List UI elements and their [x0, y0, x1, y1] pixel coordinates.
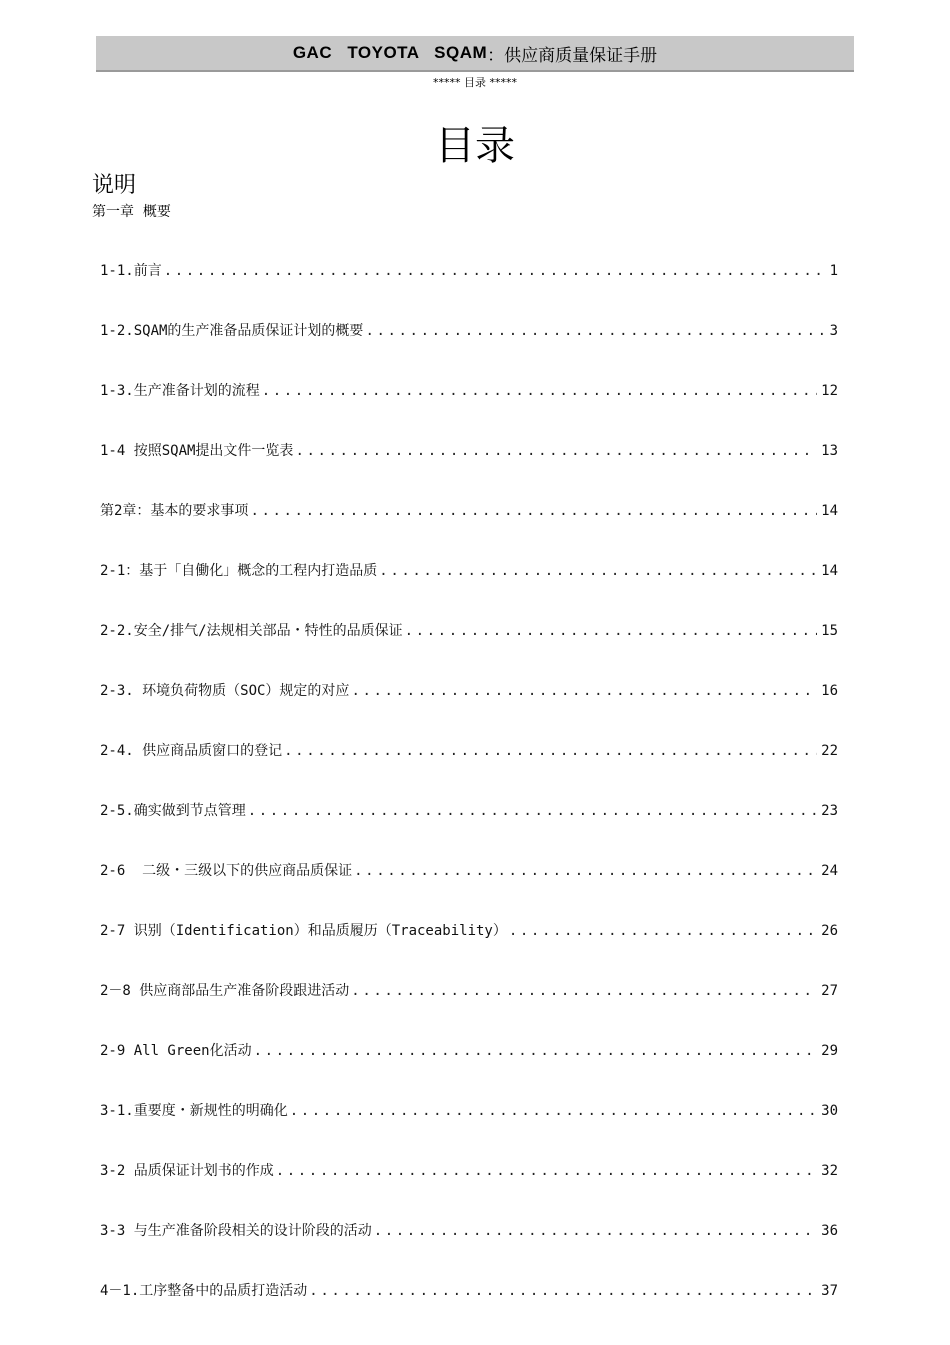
toc-entry-title: 2-9 All Green化活动: [100, 1043, 252, 1059]
toc-entry[interactable]: [100, 258, 838, 318]
toc-dot-leader: [365, 318, 825, 344]
toc-entry[interactable]: [100, 1218, 838, 1278]
toc-entry-title: 3-2 品质保证计划书的作成: [100, 1163, 274, 1179]
toc-page-number: 37: [821, 1283, 838, 1299]
toc-page-number: 29: [821, 1043, 838, 1059]
toc-entry[interactable]: [100, 618, 838, 678]
toc-dot-leader: [379, 558, 817, 584]
toc-dot-leader: [351, 978, 817, 1004]
toc-dot-leader: [250, 498, 817, 524]
toc-dot-leader: [262, 378, 817, 404]
toc-entry[interactable]: [100, 858, 838, 918]
toc-dot-leader: [164, 258, 826, 284]
toc-dot-leader: [405, 618, 818, 644]
toc-page-number: 14: [821, 563, 838, 579]
toc-entry-title: 1-2.SQAM的生产准备品质保证计划的概要: [100, 323, 364, 339]
toc-page-number: 15: [821, 623, 838, 639]
toc-dot-leader: [374, 1218, 817, 1244]
toc-entry[interactable]: [100, 1098, 838, 1158]
document-header: [96, 36, 854, 72]
toc-entry-title: 1-3.生产准备计划的流程: [100, 383, 260, 399]
toc-entry-title: 2-1：基于「自働化」概念的工程内打造品质: [100, 563, 378, 579]
header-subtitle: ：供应商质量保证手册: [487, 45, 658, 65]
toc-dot-leader: [309, 1278, 817, 1304]
toc-dot-leader: [284, 738, 817, 764]
toc-entry[interactable]: [100, 1278, 838, 1338]
toc-entry[interactable]: [100, 798, 838, 858]
toc-entry-title: 2-6 二级・三级以下的供应商品质保证: [100, 863, 353, 879]
table-of-contents: [100, 258, 838, 1338]
toc-page-number: 13: [821, 443, 838, 459]
toc-entry[interactable]: [100, 738, 838, 798]
toc-entry-title: 1-1.前言: [100, 263, 162, 279]
toc-page-number: 30: [821, 1103, 838, 1119]
running-head: ***** 目录 *****: [433, 76, 517, 89]
header-title: GAC TOYOTA SQAM: [292, 43, 488, 62]
chapter-heading: 第一章 概要: [92, 204, 171, 220]
toc-dot-leader: [290, 1098, 817, 1124]
toc-dot-leader: [254, 1038, 818, 1064]
toc-page-number: 36: [821, 1223, 838, 1239]
toc-entry-title: 3-3 与生产准备阶段相关的设计阶段的活动: [100, 1223, 372, 1239]
toc-dot-leader: [354, 858, 817, 884]
toc-entry-title: 第2章：基本的要求事项: [100, 503, 249, 519]
toc-page-number: 22: [821, 743, 838, 759]
toc-dot-leader: [509, 918, 817, 944]
toc-dot-leader: [351, 678, 817, 704]
toc-entry-title: 4－1.工序整备中的品质打造活动: [100, 1283, 308, 1299]
toc-page-number: 3: [829, 323, 838, 339]
toc-page-number: 23: [821, 803, 838, 819]
toc-entry[interactable]: [100, 978, 838, 1038]
toc-page-number: 24: [821, 863, 838, 879]
toc-entry-title: 2-2.安全/排气/法规相关部品・特性的品质保证: [100, 623, 403, 639]
toc-entry-title: 2-3. 环境负荷物质（SOC）规定的对应: [100, 683, 350, 699]
toc-entry-title: 1-4 按照SQAM提出文件一览表: [100, 443, 294, 459]
toc-entry-title: 2-5.确实做到节点管理: [100, 803, 246, 819]
toc-entry[interactable]: [100, 498, 838, 558]
toc-entry[interactable]: [100, 1038, 838, 1098]
toc-dot-leader: [248, 798, 817, 824]
toc-entry[interactable]: [100, 378, 838, 438]
toc-entry[interactable]: [100, 558, 838, 618]
toc-entry-title: 2－8 供应商部品生产准备阶段跟进活动: [100, 983, 350, 999]
toc-page-number: 1: [829, 263, 838, 279]
toc-page-number: 14: [821, 503, 838, 519]
toc-dot-leader: [276, 1158, 817, 1184]
toc-entry-title: 3-1.重要度・新规性的明确化: [100, 1103, 288, 1119]
toc-entry-title: 2-7 识别（Identification）和品质履历（Traceability）: [100, 923, 507, 939]
toc-entry[interactable]: [100, 1158, 838, 1218]
toc-page-number: 12: [821, 383, 838, 399]
toc-page-number: 27: [821, 983, 838, 999]
toc-entry[interactable]: [100, 438, 838, 498]
toc-page-number: 16: [821, 683, 838, 699]
toc-entry[interactable]: [100, 318, 838, 378]
toc-page-number: 32: [821, 1163, 838, 1179]
page-title: 目录: [435, 123, 515, 169]
toc-entry[interactable]: [100, 918, 838, 978]
section-heading: 说明: [92, 173, 137, 198]
toc-entry-title: 2-4. 供应商品质窗口的登记: [100, 743, 283, 759]
toc-dot-leader: [295, 438, 817, 464]
toc-page-number: 26: [821, 923, 838, 939]
toc-entry[interactable]: [100, 678, 838, 738]
